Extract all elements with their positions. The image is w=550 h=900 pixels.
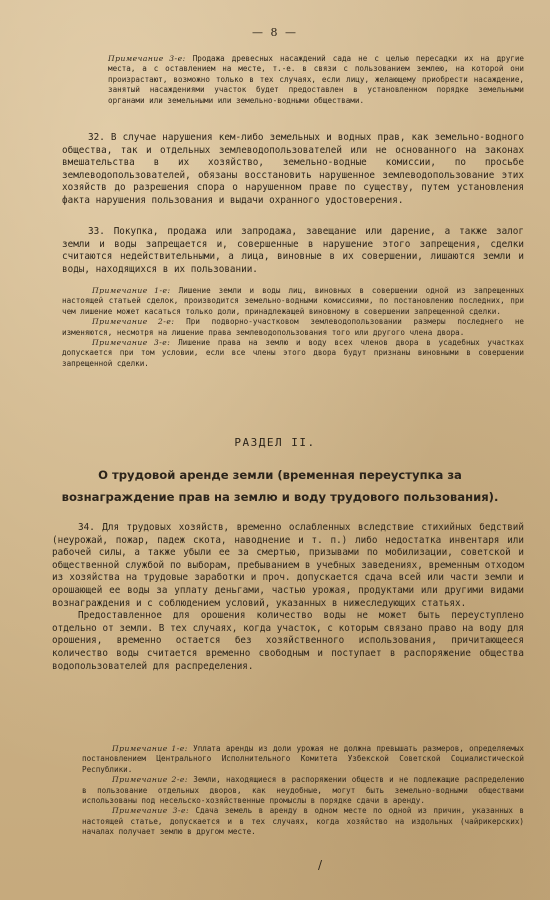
article-32-text: 32. В случае нарушения кем-либо земельных и водных прав, как земельно-водного общества, так и отдельных землеводопользователей или не основанного на законах вмешательства в их хозяйство, земельно-водные комиссии, по просьбе землеводопользователей, обязаны восстановить нарушенное землеводопользование этих хозяйств до разрешения спора о нарушенном праве по существу, путем установления факта нарушения пользования и выдачи охранного удостоверения. xyxy=(62,132,524,206)
note-33-2: Примечание 2-е: При подворно-участковом землеводопользовании размеры последнего не изменяются, несмотря на лишение права землеводопользования того или другого члена двора. xyxy=(62,317,525,337)
bottom-mark: / xyxy=(318,858,323,872)
article-32 xyxy=(62,132,524,208)
article-34-text: 34. Для трудовых хозяйств, временно ослабленных вследствие стихийных бедствий (неурожай, пожар, падеж скота, наводнение и т. п.) либо недостатка инвентаря или рабочей силы, а также убыли ее за смертью, призывами по мобилизации, советской и общественной службой по выборам, пребыванием в учебных заведениях, временным отходом из хозяйства на трудовые заработки и проч. допускается сдача всей или части земли и орошающей ее воды за уплату деньгами, частью урожая, продуктами или другими видами вознаграждения и с соблюдением условий, указанных в нижеследующих статьях. xyxy=(52,522,524,609)
article-33-notes xyxy=(62,286,524,369)
page-number: — 8 — xyxy=(252,26,298,39)
note-33-1: Примечание 1-е: Лишение земли и воды лиц, виновных в совершении одной из запрещенных настоящей статьей сделок, производится земельно-водными комиссиями, по постановлению последних, при чем лишение может касаться только доли, принадлежащей виновному в совершении запрещенной сделки. xyxy=(62,286,524,316)
article-34-continued: Предоставленное для орошения количество воды не может быть переуступлено отдельно от земли. В тех случаях, когда участок, с которым связано право на воду для орошения, временно остается без хозяйственного использования, причитающееся количество воды считается временно свободным и поступает в распоряжение общества водопользователей для распределения. xyxy=(52,610,524,672)
article-33 xyxy=(62,226,524,276)
section-heading: О трудовой аренде земли (временная переуступка за вознаграждение прав на землю и воду трудового пользования). xyxy=(61,468,499,504)
note-text: Продажа древесных насаждений сада не с целью пересадки их на другие места, а с оставлением на месте, т.-е. в связи с пользованием землею, на которой они произрастают, возможно только в тех случаях, если лицу, желающему приобрести насаждение, занятый насаждениями участок будет предоставлен в установленном порядке земельными органами или земельными или земельно-водными обществами. xyxy=(108,54,524,105)
note-34-3: Примечание 3-е: Сдача земель в аренду в одном месте по одной из причин, указанных в настоящей статье, допускается и в тех случаях, когда хозяйство на издольных (чайрикерских) началах получает землю в другом месте. xyxy=(82,806,525,837)
note-34-2: Примечание 2-е: Земли, находящиеся в распоряжении обществ и не подлежащие распределению в пользование отдельных дворов, как неудобные, могут быть земельно-водными обществами использованы под несельско-хозяйственные промыслы в порядке сдачи в аренду. xyxy=(82,775,524,806)
note-33-3: Примечание 3-е: Лишение права на землю и воду всех членов двора в усадебных участках допускается при том условии, если все члены этого двора будут признаны виновными в совершении запрещенной сделки. xyxy=(62,338,524,368)
note-label: Примечание 3-е: xyxy=(108,54,186,63)
note-34-1: Примечание 1-е: Уплата аренды из доли урожая не должна превышать размеров, определяемых постановлением Центрального Исполнительного Комитета Узбекской Советской Социалистической Республики. xyxy=(82,744,525,774)
article-34-notes xyxy=(82,744,524,838)
section-title: РАЗДЕЛ II. xyxy=(234,436,316,449)
note-31-3 xyxy=(108,54,524,106)
article-33-text: 33. Покупка, продажа или запродажа, завещание или дарение, а также залог земли и воды запрещается и, совершенные в нарушение этого запрещения, сделки считаются недействительными, а лица, виновные в их совершении, лишаются земли и воды, находящихся в их пользовании. xyxy=(62,226,524,275)
article-34 xyxy=(52,522,524,673)
